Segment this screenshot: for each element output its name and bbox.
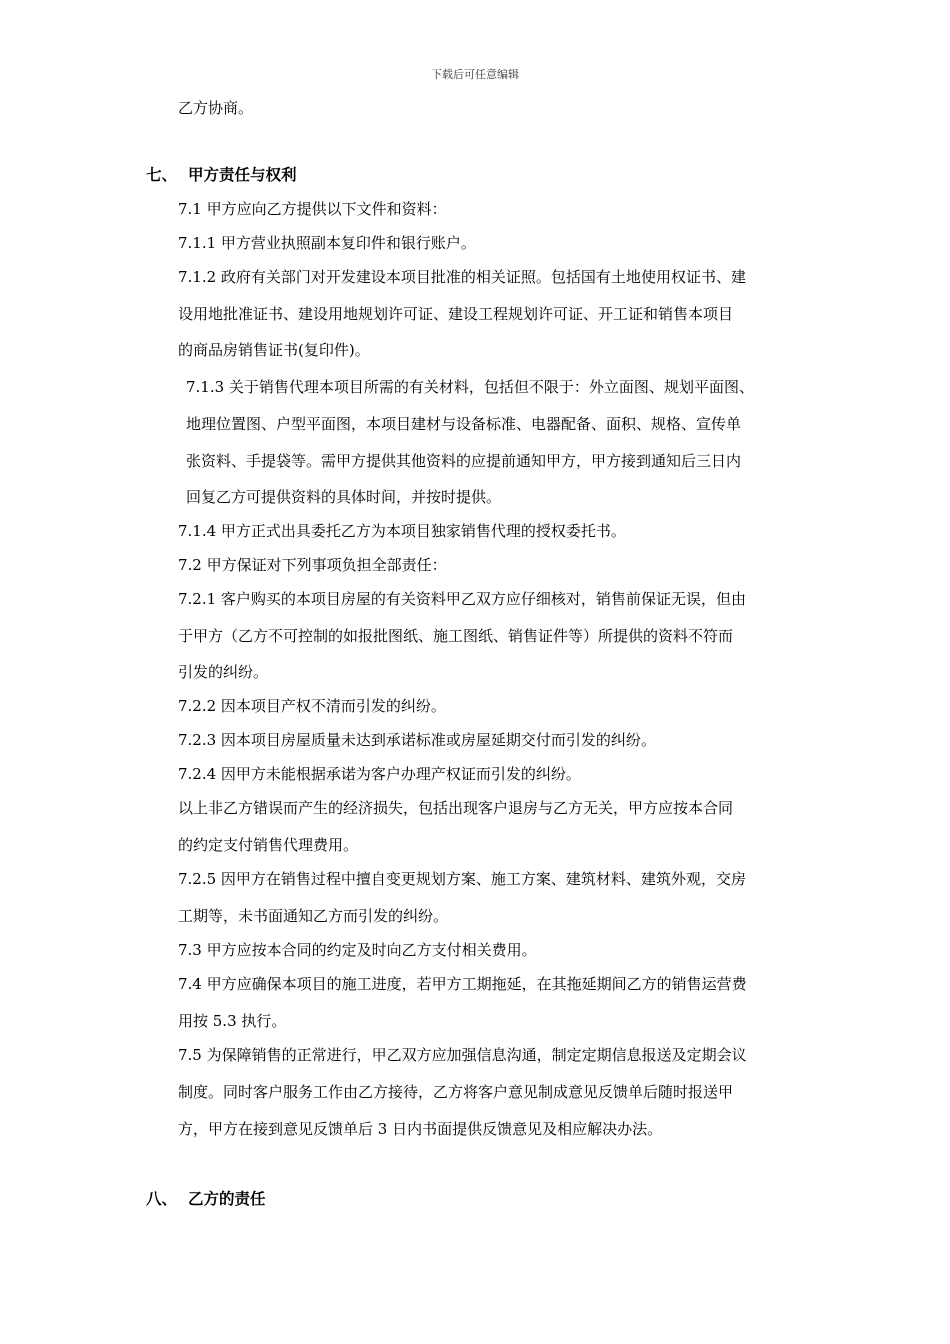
text-line: 7.1.3 关于销售代理本项目所需的有关材料，包括但不限于：外立面图、规划平面图、 [186, 378, 754, 396]
text-line: 的商品房销售证书(复印件)。 [178, 341, 370, 359]
text-line: 制度。同时客户服务工作由乙方接待，乙方将客户意见制成意见反馈单后随时报送甲 [178, 1083, 734, 1101]
text-line: 工期等，未书面通知乙方而引发的纠纷。 [178, 907, 449, 925]
text-line: 7.1 甲方应向乙方提供以下文件和资料： [178, 200, 447, 218]
text-line: 引发的纠纷。 [178, 663, 269, 681]
text-line: 7.5 为保障销售的正常进行，甲乙双方应加强信息沟通，制定定期信息报送及定期会议 [178, 1046, 747, 1064]
text-line: 7.1.4 甲方正式出具委托乙方为本项目独家销售代理的授权委托书。 [178, 522, 626, 540]
section-heading-7 [146, 165, 297, 185]
text-line: 的约定支付销售代理费用。 [178, 836, 359, 854]
text-line: 回复乙方可提供资料的具体时间，并按时提供。 [186, 488, 502, 506]
section-number: 七、 [146, 165, 178, 184]
text-line: 7.1.2 政府有关部门对开发建设本项目批准的相关证照。包括国有土地使用权证书、建 [178, 268, 746, 286]
text-line: 地理位置图、户型平面图，本项目建材与设备标准、电器配备、面积、规格、宣传单 [186, 415, 742, 433]
text-line: 7.2.2 因本项目产权不清而引发的纠纷。 [178, 697, 446, 715]
page-header: 下载后可任意编辑 [431, 68, 519, 81]
section-title: 甲方责任与权利 [188, 165, 297, 184]
text-line: 乙方协商。 [178, 99, 254, 117]
text-line: 7.2.1 客户购买的本项目房屋的有关资料甲乙双方应仔细核对，销售前保证无误，但由 [178, 590, 746, 608]
section-number: 八、 [146, 1189, 178, 1208]
text-line: 以上非乙方错误而产生的经济损失，包括出现客户退房与乙方无关，甲方应按本合同 [178, 799, 734, 817]
text-line: 设用地批准证书、建设用地规划许可证、建设工程规划许可证、开工证和销售本项目 [178, 305, 734, 323]
text-line: 7.2 甲方保证对下列事项负担全部责任： [178, 556, 447, 574]
text-line: 7.2.5 因甲方在销售过程中擅自变更规划方案、施工方案、建筑材料、建筑外观，交房 [178, 870, 746, 888]
text-line: 方，甲方在接到意见反馈单后 3 日内书面提供反馈意见及相应解决办法。 [178, 1120, 663, 1138]
text-line: 7.1.1 甲方营业执照副本复印件和银行账户。 [178, 234, 476, 252]
text-line: 7.2.3 因本项目房屋质量未达到承诺标准或房屋延期交付而引发的纠纷。 [178, 731, 656, 749]
text-line: 于甲方（乙方不可控制的如报批图纸、施工图纸、销售证件等）所提供的资料不符而 [178, 627, 734, 645]
text-line: 用按 5.3 执行。 [178, 1012, 287, 1030]
section-title: 乙方的责任 [188, 1189, 266, 1208]
text-line: 7.3 甲方应按本合同的约定及时向乙方支付相关费用。 [178, 941, 537, 959]
text-line: 7.2.4 因甲方未能根据承诺为客户办理产权证而引发的纠纷。 [178, 765, 581, 783]
section-heading-8 [146, 1189, 266, 1209]
text-line: 7.4 甲方应确保本项目的施工进度，若甲方工期拖延，在其拖延期间乙方的销售运营费 [178, 975, 747, 993]
text-line: 张资料、手提袋等。需甲方提供其他资料的应提前通知甲方，甲方接到通知后三日内 [186, 452, 742, 470]
